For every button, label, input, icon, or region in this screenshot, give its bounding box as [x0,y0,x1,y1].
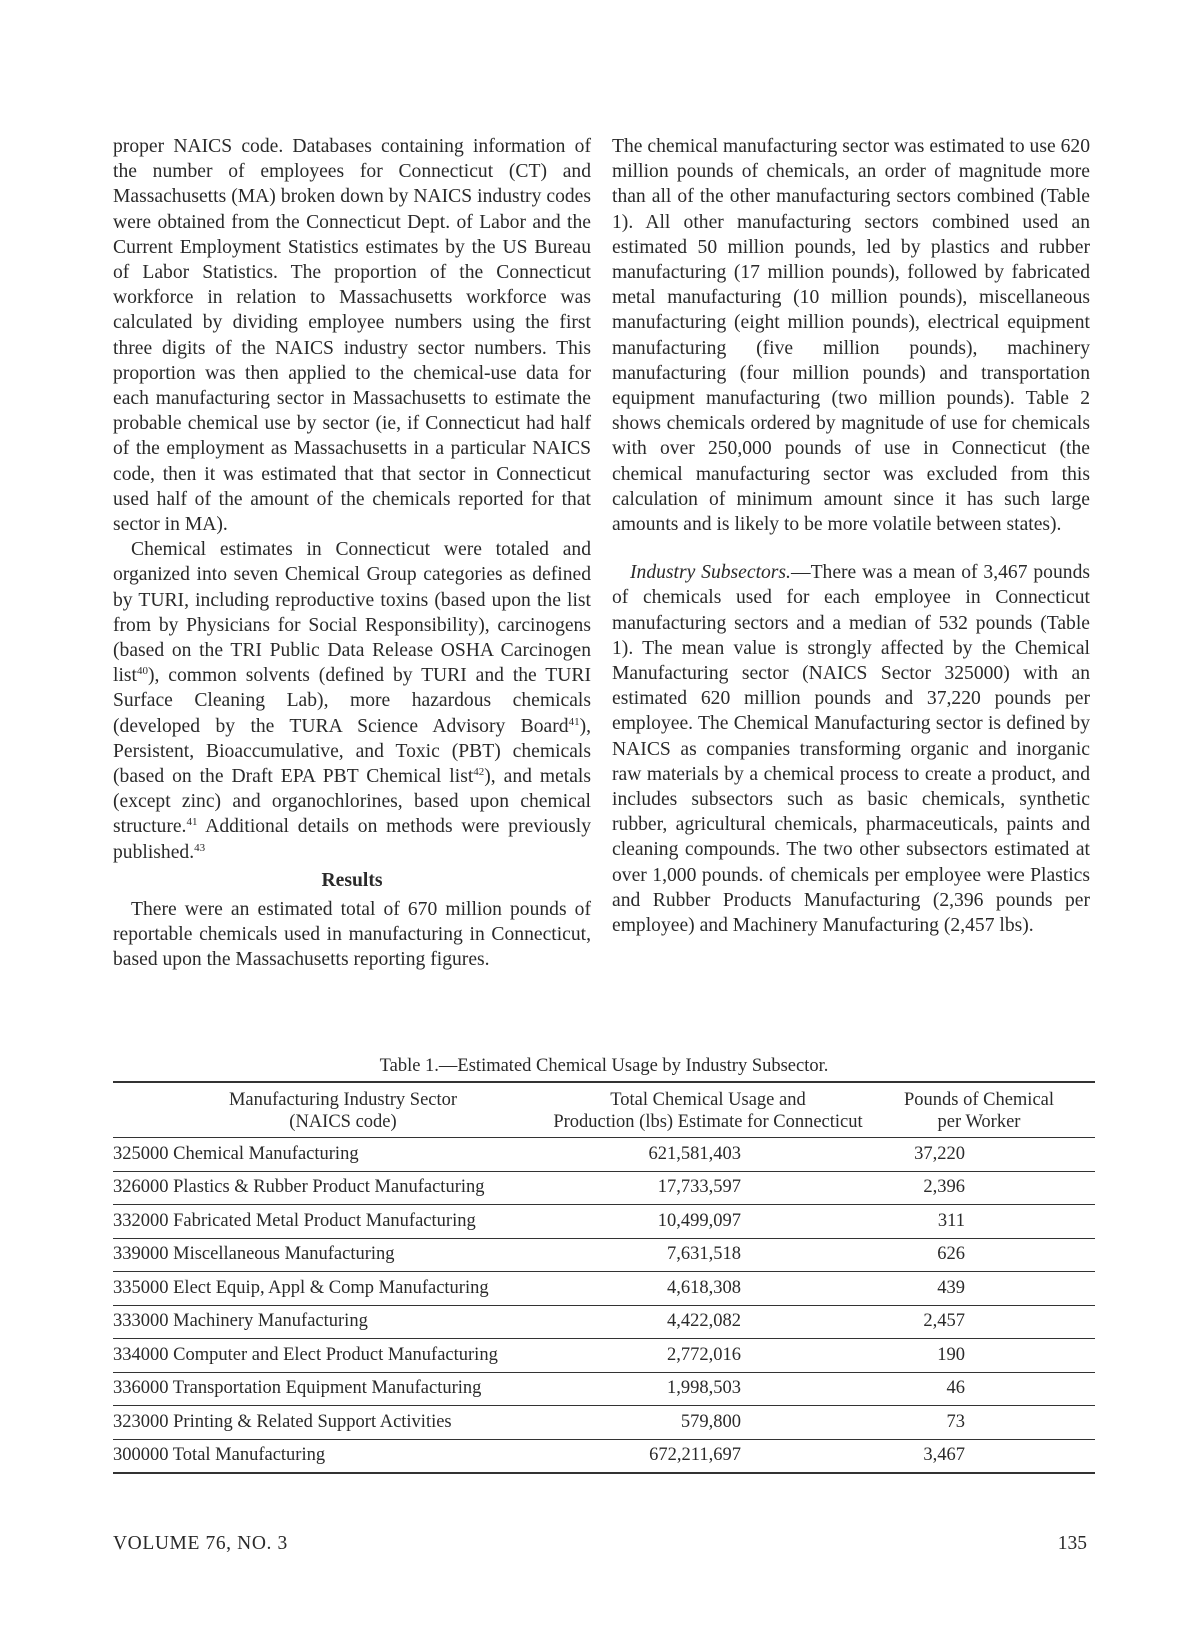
table-row [113,1372,1095,1406]
cell-per-worker: 2,396 [923,1177,965,1198]
table-row [113,1305,1095,1339]
cell-usage: 672,211,697 [649,1445,741,1466]
table-row [113,1171,1095,1205]
right-column [612,134,1090,938]
cell-sector: 300000 Total Manufacturing [113,1445,326,1466]
cell-usage: 1,998,503 [667,1378,741,1399]
table-row [113,1439,1095,1473]
ref-42: 42 [473,766,485,779]
cell-usage: 579,800 [680,1411,741,1432]
left-paragraph-2 [113,537,591,865]
cell-usage: 4,422,082 [667,1311,741,1332]
p2-text-2: ), common solvents (defined by TURI and the TURI Surface Cleaning Lab), more hazardous chemicals (developed by the TURA Science Advisory Board [113,665,591,737]
cell-per-worker: 37,220 [914,1143,965,1164]
left-paragraph-3: There were an estimated total of 670 million pounds of reportable chemicals used in manufacturing in Connecticut, based upon the Massachusetts reporting figures. [113,898,591,971]
cell-sector: 323000 Printing & Related Support Activities [113,1411,452,1432]
cell-per-worker: 190 [937,1344,965,1365]
cell-usage: 7,631,518 [667,1244,741,1265]
right-paragraph-2-text: —There was a mean of 3,467 pounds of chemicals used for each employee in Connecticut manufacturing sectors and a median of 532 pounds (Table 1). The mean value is strongly affected by the Chemical Manufacturing sector (NAICS Sector 325000) with an estimated 620 million pounds and 37,220 pounds per employee. The Chemical Manufacturing sector is defined by NAICS as companies transforming organic and inorganic raw materials by a chemical process to create a product, and includes subsectors such as basic chemicals, synthetic rubber, agricultural chemicals, pharmaceuticals, paints and cleaning compounds. The two other subsectors estimated at over 1,000 pounds. of chemicals per employee were Plastics and Rubber Products Manufacturing (2,396 pounds per employee) and Machinery Manufacturing (2,457 lbs). [612,562,1090,937]
cell-per-worker: 46 [946,1378,965,1399]
cell-per-worker: 3,467 [923,1445,965,1466]
table-caption: Table 1.—Estimated Chemical Usage by Industry Subsector. [379,1056,829,1076]
p2-text-4: ), and metals (except zinc) and organochlorines, based upon chemical structure. [113,766,591,838]
header-usage: Total Chemical Usage and Production (lbs) Estimate for Connecticut [553,1090,863,1132]
cell-per-worker: 73 [946,1411,965,1432]
table-1 [113,1054,1095,1474]
cell-sector: 334000 Computer and Elect Product Manufacturing [113,1344,498,1365]
table-header-row [113,1082,1095,1138]
header-sector: Manufacturing Industry Sector (NAICS code) [228,1090,458,1132]
table-row [113,1205,1095,1239]
p2-text-1: Chemical estimates in Connecticut were totaled and organized into seven Chemical Group categories as defined by TURI, including reproductive toxins (based upon the list from by Physicians for Social Responsibility), carcinogens (based on the TRI Public Data Release OSHA Carcinogen list [113,539,591,687]
cell-usage: 621,581,403 [648,1143,741,1164]
table-row [113,1238,1095,1272]
p2-text-5: Additional details on methods were previously published. [113,816,591,863]
left-paragraph-1: proper NAICS code. Databases containing information of the number of employees for Connecticut (CT) and Massachusetts (MA) broken down by NAICS industry codes were obtained from the Connecticut Dept. of Labor and the Current Employment Statistics estimates by the US Bureau of Labor Statistics. The proportion of the Connecticut workforce in relation to Massachusetts workforce was calculated by dividing employee numbers using the first three digits of the NAICS industry sector numbers. This proportion was then applied to the chemical-use data for each manufacturing sector in Massachusetts to estimate the probable chemical use by sector (ie, if Connecticut had half of the employment as Massachusetts in a particular NAICS code, then it was estimated that that sector in Connecticut used half of the amount of the chemicals reported for that sector in MA). [113,136,591,536]
cell-sector: 333000 Machinery Manufacturing [113,1311,368,1332]
table-row [113,1138,1095,1172]
ref-41b: 41 [186,816,198,829]
chemical-usage-table [113,1081,1095,1474]
table-row [113,1272,1095,1306]
cell-sector: 326000 Plastics & Rubber Product Manufacturing [113,1177,485,1198]
p2-text-3: ), Persistent, Bioaccumulative, and Toxic (PBT) chemicals (based on the Draft EPA PBT Chemical list [113,715,591,788]
cell-sector: 335000 Elect Equip, Appl & Comp Manufacturing [113,1277,489,1298]
ref-40: 40 [136,665,148,678]
cell-sector: 332000 Fabricated Metal Product Manufacturing [113,1210,476,1231]
header-per-worker: Pounds of Chemical per Worker [903,1090,1055,1132]
cell-sector: 325000 Chemical Manufacturing [113,1143,359,1164]
ref-43: 43 [194,841,206,854]
volume-label: VOLUME 76, NO. 3 [113,1533,288,1554]
cell-per-worker: 2,457 [923,1311,965,1332]
cell-usage: 2,772,016 [667,1344,741,1365]
cell-sector: 336000 Transportation Equipment Manufacturing [113,1378,482,1399]
subsection-title: Industry Subsectors. [630,562,791,584]
left-column [113,134,591,973]
right-paragraph-1: The chemical manufacturing sector was estimated to use 620 million pounds of chemicals, an order of magnitude more than all of the other manufacturing sectors combined (Table 1). All other manufacturing sectors combined used an estimated 50 million pounds, led by plastics and rubber manufacturing (17 million pounds), followed by fabricated metal manufacturing (10 million pounds), miscellaneous manufacturing (eight million pounds), electrical equipment manufacturing (five million pounds), machinery manufacturing (four million pounds) and transportation equipment manufacturing (two million pounds). Table 2 shows chemicals ordered by magnitude of use for chemicals with over 250,000 pounds of use in Connecticut (the chemical manufacturing sector was excluded from this calculation of minimum amount since it has such large amounts and is likely to be more volatile between states). [612,136,1090,536]
cell-per-worker: 311 [937,1210,965,1231]
cell-usage: 10,499,097 [657,1210,741,1231]
ref-41: 41 [568,715,580,728]
page-number: 135 [1057,1533,1087,1554]
results-heading: Results [321,869,383,891]
cell-usage: 4,618,308 [667,1277,741,1298]
cell-per-worker: 626 [937,1244,965,1265]
table-row [113,1339,1095,1373]
right-paragraph-2 [612,560,1090,938]
cell-usage: 17,733,597 [657,1177,741,1198]
cell-per-worker: 439 [937,1277,965,1298]
cell-sector: 339000 Miscellaneous Manufacturing [113,1244,395,1265]
table-row [113,1406,1095,1440]
